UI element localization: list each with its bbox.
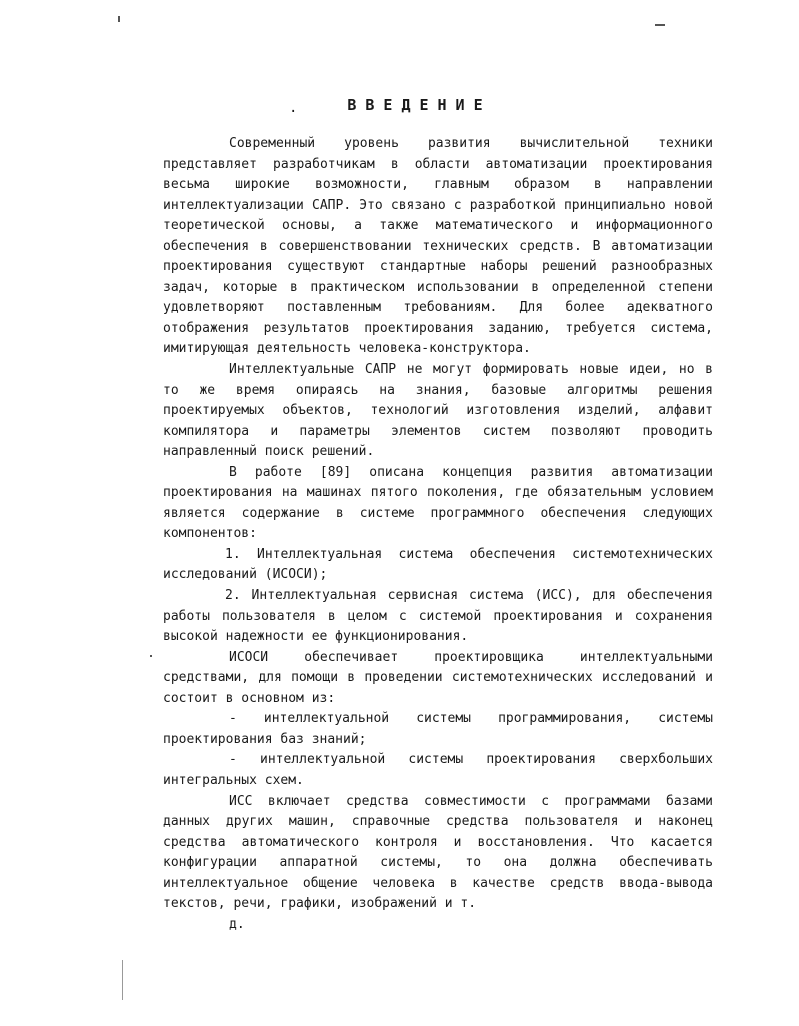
paragraph-5: ИСС включает средства совместимости с программами базами данных других машин, справочные средства пользователя и наконец средства автоматического контроля и восстановления. Что касается конфигурации аппаратной системы, то она должна обеспечивать интеллектуальное общение человека в качестве средств ввода-вывода текстов, речи, графики, изображений и т. [163, 793, 713, 912]
list-item-2: 2. Интеллектуальная сервисная система (ИСС), для обеспечения работы пользователя в целом с системой проектирования и сохранения высокой надежности ее функционирования. [163, 588, 713, 645]
paragraph-2: Интеллектуальные САПР не могут формировать новые идеи, но в то же время опираясь на знания, базовые алгоритмы решения проектируемых объектов, технологий изготовления изделий, алфавит компилятора и параметры элементов систем позволяют проводить направленный поиск решений. [163, 362, 713, 460]
document-body [163, 134, 713, 935]
paragraph-5-last-line: д. [229, 916, 245, 932]
list-item-1: 1. Интеллектуальная система обеспечения системотехнических исследований (ИСОСИ); [163, 546, 713, 583]
title-dot-mark: . [289, 100, 298, 116]
dash-item-2: - интеллектуальной системы проектирования сверхбольших интегральных схем. [163, 752, 713, 788]
paragraph-4: ИСОСИ обеспечивает проектировщика интеллектуальными средствами, для помощи в проведении системотехнических исследований и состоит в основном из: [163, 649, 713, 706]
scan-artifact [150, 655, 152, 657]
paragraph-1: Современный уровень развития вычислительной техники представляет разработчикам в области автоматизации проектирования весьма широкие возможности, главным образом в направлении интеллектуализации САПР. Это связано с разработкой принципиально новой теоретической основы, а также математического и информационного обеспечения в совершенствовании технических средств. В автоматизации проектирования существуют стандартные наборы решений разнообразных задач, которые в практическом использовании в определенной степени удовлетворяют поставленным требованиям. Для более адекватного отображения результатов проектирования заданию, требуется система, имитирующая деятельность человека-конструктора. [163, 136, 713, 357]
scan-artifact [122, 960, 123, 1000]
dash-item-1: - интеллектуальной системы программирования, системы проектирования баз знаний; [163, 711, 713, 747]
paragraph-3: В работе [89] описана концепция развития автоматизации проектирования на машинах пятого поколения, где обязательным условием является содержание в системе программного обеспечения следующих компонентов: [163, 464, 713, 542]
page-title: ВВЕДЕНИЕ [347, 96, 492, 114]
scan-artifact [655, 24, 665, 26]
scan-artifact [118, 16, 120, 22]
